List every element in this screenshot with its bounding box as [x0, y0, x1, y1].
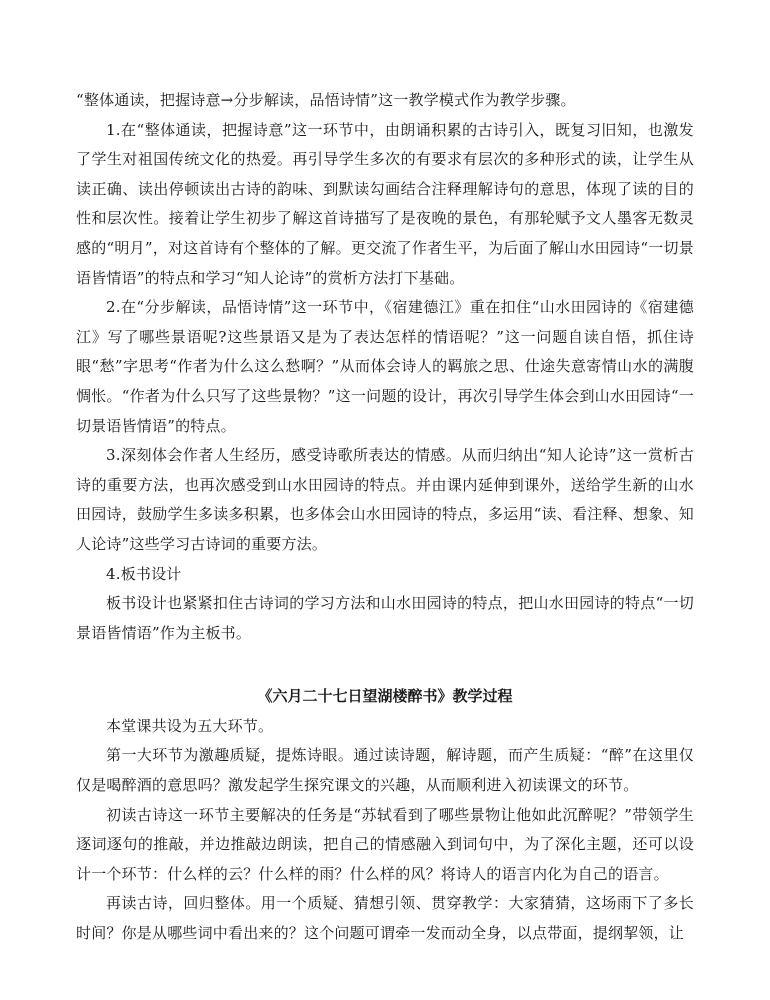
paragraph-step-4-title: 4.板书设计	[106, 564, 182, 583]
document-page	[76, 86, 694, 949]
paragraph-first-reading: 初读古诗这一环节主要解决的任务是“苏轼看到了哪些景物让他如此沉醉呢？”带领学生逐词逐句的推敲，并边推敲边朗读，把自己的情感融入到词句中，为了深化主题，还可以设计一个环节：什么样的云？什么样的雨？什么样的风？将诗人的语言内化为自己的语言。	[76, 805, 694, 883]
section-title: 《六月二十七日望湖楼醉书》教学过程	[257, 687, 513, 706]
paragraph-step-3: 3.深刻体会作者人生经历，感受诗歌所表达的情感。从而归纳出“知人论诗”这一赏析古诗的重要方法，也再次感受到山水田园诗的特点。并由课内延伸到课外，送给学生新的山水田园诗，鼓励学生多读多积累，也多体会山水田园诗的特点，多运用“读、看注释、想象、知人论诗”这些学习古诗词的重要方法。	[76, 446, 694, 553]
paragraph-step-2: 2.在“分步解读，品悟诗情”这一环节中，《宿建德江》重在扣住“山水田园诗的《宿建德江》写了哪些景语呢?这些景语又是为了表达怎样的情语呢？”这一问题自读自悟，抓住诗眼“愁”字思考“作者为什么这么愁啊？”从而体会诗人的羁旅之思、仕途失意寄情山水的满腹惆怅。“作者为什么只写了这些景物？”这一问题的设计，再次引导学生体会到山水田园诗“一切景语皆情语”的特点。	[76, 298, 694, 435]
paragraph-teaching-model: “整体通读，把握诗意→分步解读，品悟诗情”这一教学模式作为教学步骤。	[76, 91, 576, 109]
paragraph-overview: 本堂课共设为五大环节。	[106, 716, 274, 735]
paragraph-board-design: 板书设计也紧紧扣住古诗词的学习方法和山水田园诗的特点，把山水田园诗的特点“一切景语皆情语”作为主板书。	[76, 594, 694, 642]
paragraph-stage-1: 第一大环节为激趣质疑，提炼诗眼。通过读诗题，解诗题，而产生质疑：“醉”在这里仅仅是喝醉酒的意思吗？激发起学生探究课文的兴趣，从而顺利进入初读课文的环节。	[76, 746, 694, 795]
paragraph-reread: 再读古诗，回归整体。用一个质疑、猜想引领、贯穿教学：大家猜猜，这场雨下了多长时间？你是从哪些词中看出来的？这个问题可谓牵一发而动全身，以点带面，提纲挈领，让	[76, 894, 694, 943]
paragraph-step-1: 1.在“整体通读，把握诗意”这一环节中，由朗诵积累的古诗引入，既复习旧知，也激发了学生对祖国传统文化的热爱。再引导学生多次的有要求有层次的多种形式的读，让学生从读正确、读出停顿读出古诗的韵味、到默读勾画结合注释理解诗句的意思，体现了读的目的性和层次性。接着让学生初步了解这首诗描写了是夜晚的景色，有那轮赋予文人墨客无数灵感的“明月”，对这首诗有个整体的了解。更交流了作者生平，为后面了解山水田园诗“一切景语皆情语”的特点和学习“知人论诗”的赏析方法打下基础。	[76, 120, 694, 287]
